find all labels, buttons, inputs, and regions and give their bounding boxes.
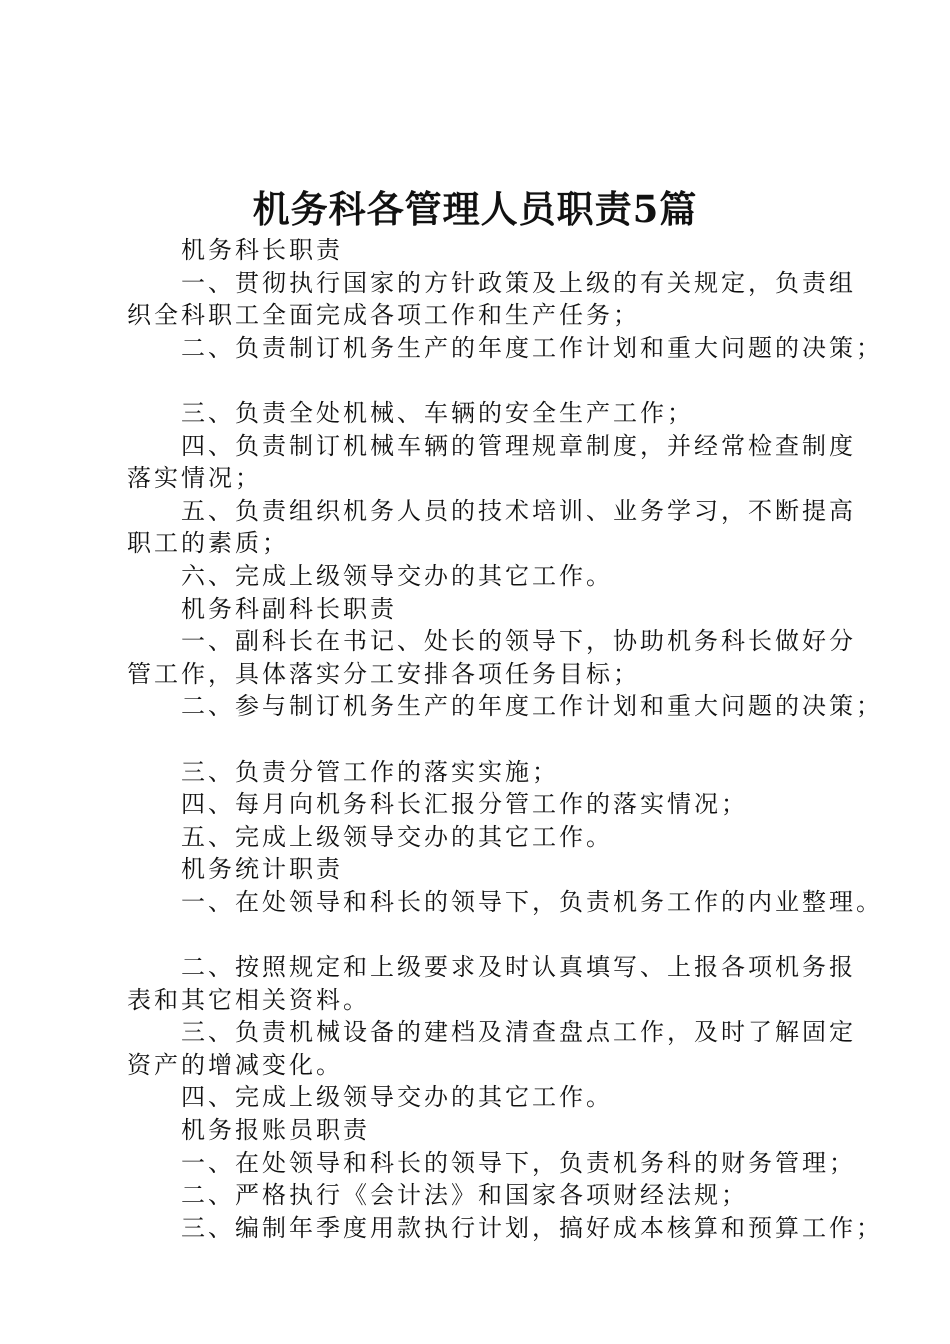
text-line: 二、严格执行《会计法》和国家各项财经法规； (181, 1181, 748, 1210)
text-line: 三、负责全处机械、车辆的安全生产工作； (181, 398, 694, 427)
text-line: 五、负责组织机务人员的技术培训、业务学习，不断提高 (181, 496, 856, 525)
text-line: 机务统计职责 (181, 855, 343, 884)
text-line: 管工作，具体落实分工安排各项任务目标； (127, 659, 640, 688)
text-line: 落实情况； (127, 464, 262, 493)
blank-line (127, 364, 847, 397)
document-title: 机务科各管理人员职责5篇 (252, 187, 698, 231)
text-line: 五、完成上级领导交办的其它工作。 (181, 822, 613, 851)
text-line: 四、每月向机务科长汇报分管工作的落实情况； (181, 790, 748, 819)
blank-line (127, 918, 847, 951)
text-line: 二、按照规定和上级要求及时认真填写、上报各项机务报 (181, 953, 856, 982)
text-line: 表和其它相关资料。 (127, 985, 370, 1014)
blank-line (127, 723, 847, 756)
text-line: 织全科职工全面完成各项工作和生产任务； (127, 301, 640, 330)
text-line: 一、在处领导和科长的领导下，负责机务科的财务管理； (181, 1148, 856, 1177)
text-line: 三、编制年季度用款执行计划，搞好成本核算和预算工作； (181, 1213, 883, 1242)
text-line: 机务科副科长职责 (181, 594, 397, 623)
text-line: 六、完成上级领导交办的其它工作。 (181, 561, 613, 590)
text-line: 资产的增减变化。 (127, 1050, 343, 1079)
text-line: 四、负责制订机械车辆的管理规章制度，并经常检查制度 (181, 431, 856, 460)
text-line: 机务报账员职责 (181, 1116, 370, 1145)
text-line: 职工的素质； (127, 529, 289, 558)
text-line: 一、贯彻执行国家的方针政策及上级的有关规定，负责组 (181, 268, 856, 297)
document-body (127, 234, 883, 1244)
text-line: 机务科长职责 (181, 236, 343, 264)
text-line: 三、负责机械设备的建档及清查盘点工作，及时了解固定 (181, 1018, 856, 1047)
text-line: 三、负责分管工作的落实实施； (181, 757, 559, 786)
text-line: 一、副科长在书记、处长的领导下，协助机务科长做好分 (181, 627, 856, 656)
text-line: 二、负责制订机务生产的年度工作计划和重大问题的决策； (181, 333, 883, 362)
text-line: 二、参与制订机务生产的年度工作计划和重大问题的决策； (181, 692, 883, 721)
text-line: 四、完成上级领导交办的其它工作。 (181, 1083, 613, 1112)
text-line: 一、在处领导和科长的领导下，负责机务工作的内业整理。 (181, 887, 883, 916)
